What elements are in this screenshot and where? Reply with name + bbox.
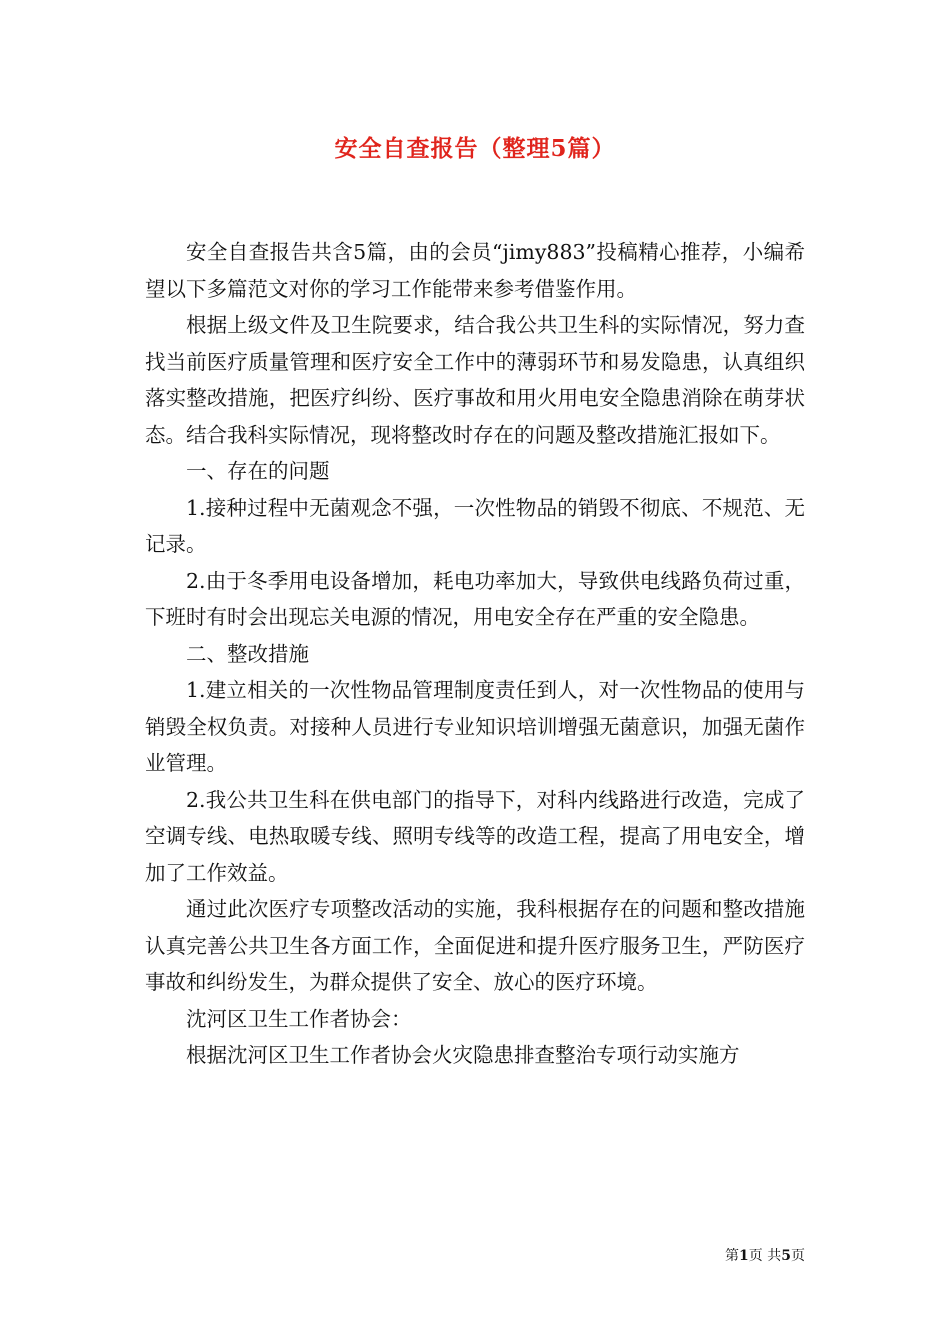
footer-middle: 页 共 bbox=[748, 1248, 782, 1264]
paragraph-intro: 安全自查报告共含5篇，由的会员“jimy883”投稿精心推荐，小编希望以下多篇范文对你的学习工作能带来参考借鉴作用。 bbox=[145, 240, 805, 301]
document-title: 安全自查报告（整理5篇） bbox=[334, 135, 616, 162]
page-number-footer bbox=[725, 1247, 805, 1265]
paragraph-background: 根据上级文件及卫生院要求，结合我公共卫生科的实际情况，努力查找当前医疗质量管理和医疗安全工作中的薄弱环节和易发隐患，认真组织落实整改措施，把医疗纠纷、医疗事故和用火用电安全隐患消除在萌芽状态。结合我科实际情况，现将整改时存在的问题及整改措施汇报如下。 bbox=[145, 313, 805, 447]
footer-prefix: 第 bbox=[725, 1248, 740, 1264]
problem-item-2: 2.由于冬季用电设备增加，耗电功率加大，导致供电线路负荷过重，下班时有时会出现忘关电源的情况，用电安全存在严重的安全隐患。 bbox=[145, 568, 805, 629]
footer-suffix: 页 bbox=[791, 1248, 805, 1264]
paragraph-conclusion: 通过此次医疗专项整改活动的实施，我科根据存在的问题和整改措施认真完善公共卫生各方面工作，全面促进和提升医疗服务卫生，严防医疗事故和纠纷发生，为群众提供了安全、放心的医疗环境。 bbox=[145, 897, 805, 994]
measure-item-1: 1.建立相关的一次性物品管理制度责任到人，对一次性物品的使用与销毁全权负责。对接种人员进行专业知识培训增强无菌意识，加强无菌作业管理。 bbox=[145, 678, 805, 775]
paragraph-next-report: 根据沈河区卫生工作者协会火灾隐患排查整治专项行动实施方 bbox=[186, 1043, 740, 1067]
section-heading-measures: 二、整改措施 bbox=[186, 641, 309, 666]
problem-item-1: 1.接种过程中无菌观念不强，一次性物品的销毁不彻底、不规范、无记录。 bbox=[145, 495, 805, 556]
section-heading-problems: 一、存在的问题 bbox=[186, 459, 330, 483]
salutation: 沈河区卫生工作者协会： bbox=[186, 1006, 412, 1031]
measure-item-2: 2.我公共卫生科在供电部门的指导下，对科内线路进行改造，完成了空调专线、电热取暖专线、照明专线等的改造工程，提高了用电安全，增加了工作效益。 bbox=[145, 787, 805, 885]
footer-total-pages: 5 bbox=[781, 1248, 791, 1264]
document-body bbox=[145, 234, 805, 1074]
footer-page-number: 1 bbox=[739, 1248, 749, 1264]
